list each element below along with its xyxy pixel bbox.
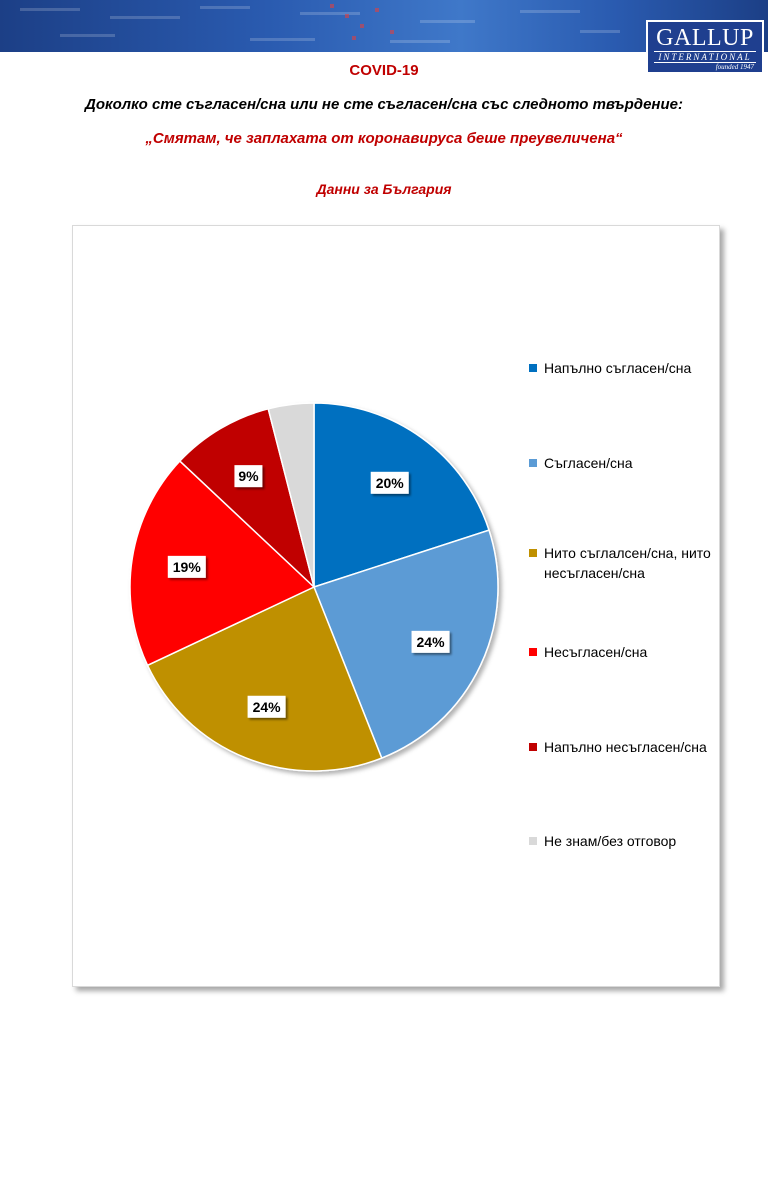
data-label-text: 24%	[252, 698, 281, 715]
pie-chart	[73, 226, 719, 986]
legend-label: Напълно съгласен/сна	[544, 360, 692, 376]
pie-slices	[130, 403, 498, 771]
chart-frame	[72, 225, 720, 987]
slice-data-label	[371, 472, 409, 494]
legend-swatch	[529, 648, 537, 656]
survey-question: Доколко сте съгласен/сна или не сте съгласен/сна със следното твърдение:	[84, 96, 683, 113]
data-label-text: 19%	[172, 558, 201, 575]
logo-founded-text: founded 1947	[715, 63, 754, 71]
survey-statement: „Смятам, че заплахата от коронавируса беше преувеличена“	[145, 130, 623, 147]
logo-main-text: GALLUP	[656, 25, 754, 51]
slice-data-label	[412, 631, 450, 653]
legend-label: Не знам/без отговор	[544, 833, 677, 849]
page-title: COVID-19	[349, 62, 419, 79]
slice-data-label	[168, 556, 206, 578]
legend-swatch	[529, 837, 537, 845]
data-label-text: 24%	[416, 633, 445, 650]
slice-data-label	[234, 465, 262, 487]
data-label-text: 9%	[238, 468, 259, 485]
legend-label: Съгласен/сна	[544, 455, 633, 471]
legend-swatch	[529, 459, 537, 467]
data-label-text: 20%	[375, 474, 404, 491]
legend-swatch	[529, 549, 537, 557]
logo-sub-text: INTERNATIONAL	[654, 51, 756, 63]
legend-swatch	[529, 364, 537, 372]
legend-label: Нито съглалсен/сна, нито несъгласен/сна	[544, 545, 711, 581]
legend-label: Напълно несъгласен/сна	[544, 739, 707, 755]
legend-swatch	[529, 743, 537, 751]
legend-label: Несъгласен/сна	[544, 644, 648, 660]
slice-data-label	[248, 696, 286, 718]
chart-subtitle: Данни за България	[316, 181, 452, 197]
